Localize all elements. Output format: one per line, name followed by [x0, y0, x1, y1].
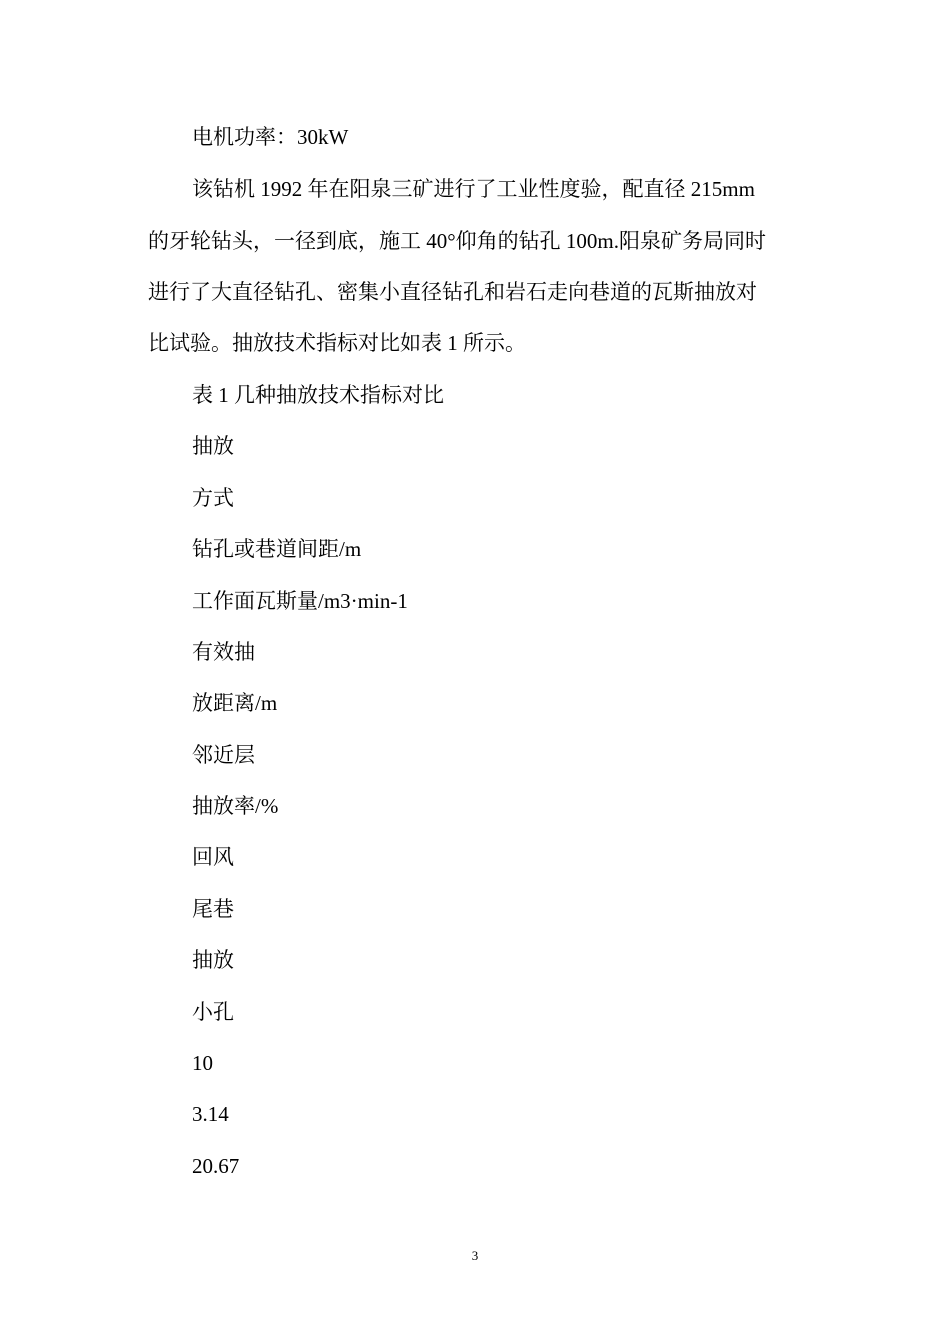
- table-item: 方式: [192, 486, 234, 510]
- table-item: 抽放率/%: [192, 794, 279, 818]
- table-item: 3.14: [192, 1102, 229, 1126]
- paragraph-line: 比试验。抽放技术指标对比如表 1 所示。: [148, 331, 526, 355]
- table-item: 抽放: [192, 948, 234, 972]
- page-number: 3: [471, 1248, 479, 1263]
- table-item: 20.67: [192, 1154, 240, 1178]
- table-caption: 表 1 几种抽放技术指标对比: [192, 383, 444, 407]
- table-item: 回风: [192, 845, 234, 869]
- table-item: 抽放: [192, 434, 234, 458]
- paragraph-line: 的牙轮钻头，一径到底，施工 40°仰角的钻孔 100m.阳泉矿务局同时: [148, 229, 766, 253]
- paragraph-line: 进行了大直径钻孔、密集小直径钻孔和岩石走向巷道的瓦斯抽放对: [148, 280, 757, 304]
- paragraph-line: 该钻机 1992 年在阳泉三矿进行了工业性度验，配直径 215mm: [192, 177, 755, 201]
- table-item: 10: [192, 1051, 213, 1075]
- table-item: 小孔: [192, 1000, 234, 1024]
- table-item: 邻近层: [192, 743, 255, 767]
- table-item: 钻孔或巷道间距/m: [192, 537, 362, 561]
- table-item: 放距离/m: [192, 691, 278, 715]
- table-item: 工作面瓦斯量/m3·min-1: [192, 589, 408, 613]
- table-item: 有效抽: [192, 640, 255, 664]
- paragraph-motor-power: 电机功率：30kW: [192, 125, 349, 149]
- table-item: 尾巷: [192, 897, 234, 921]
